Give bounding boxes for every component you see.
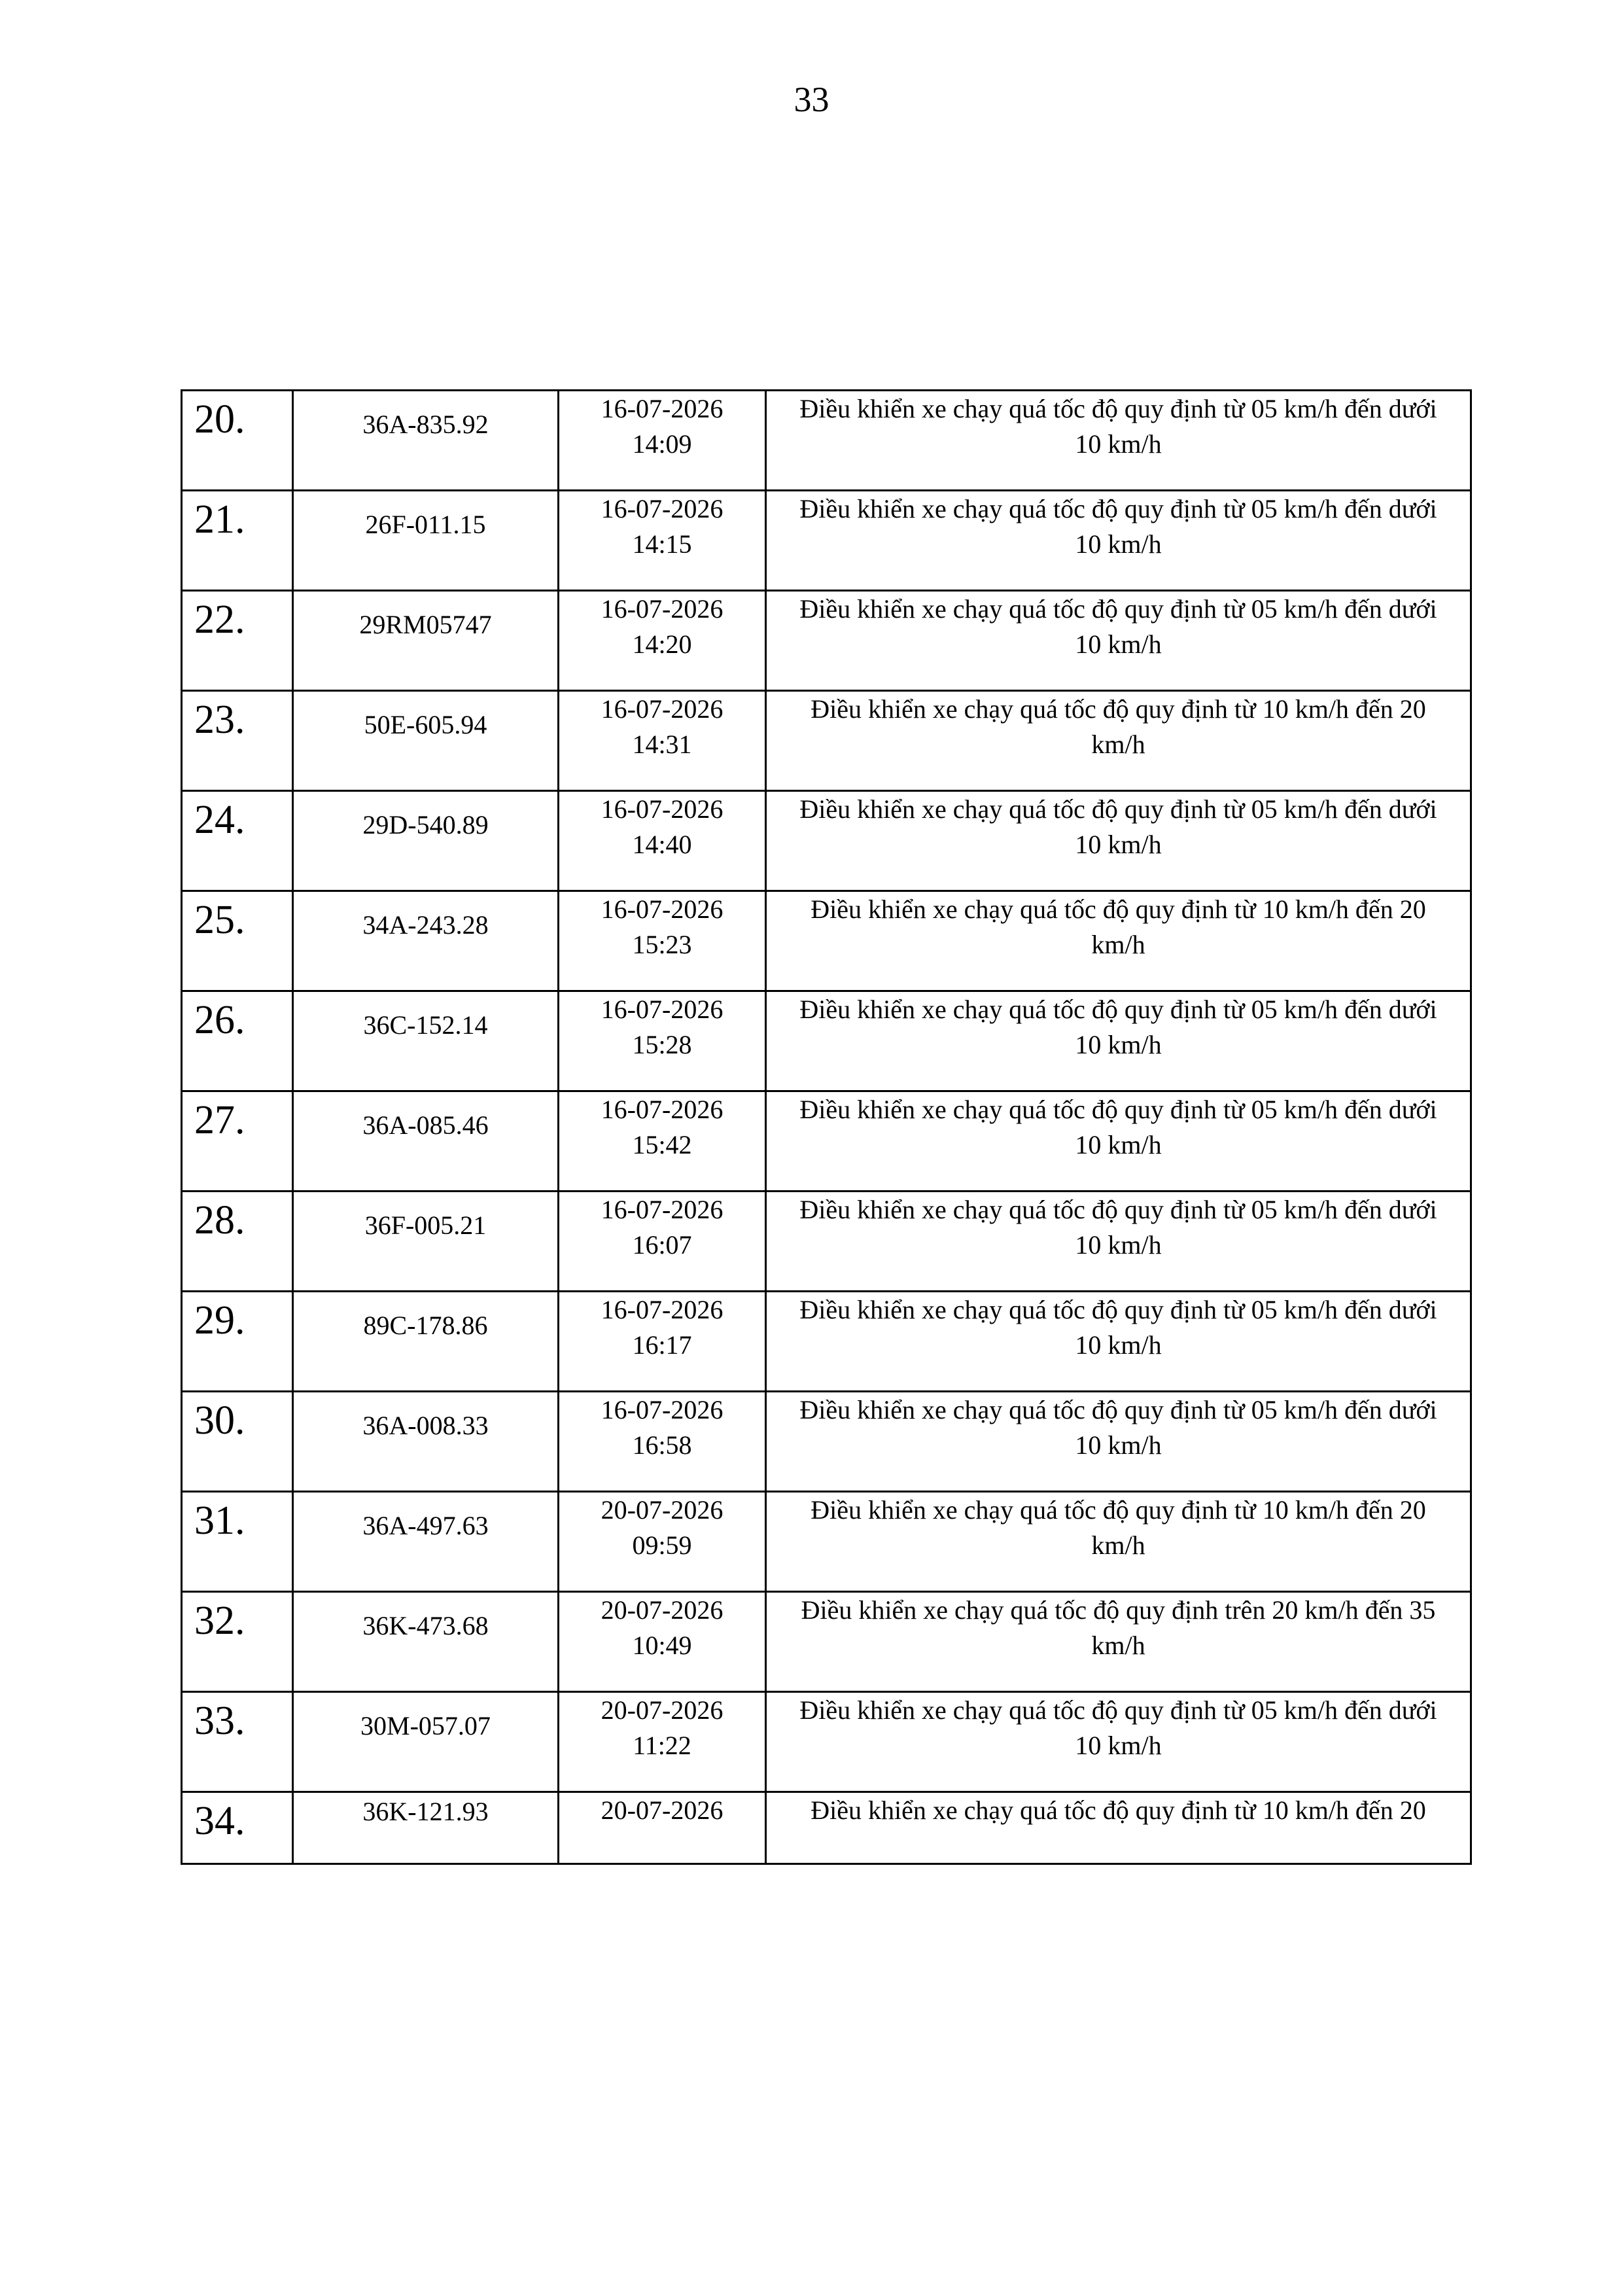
violation-description-line: Điều khiển xe chạy quá tốc độ quy định từ 05 km/h đến dưới	[799, 394, 1437, 423]
violation-time: 15:42	[632, 1130, 692, 1159]
violation-description-line: Điều khiển xe chạy quá tốc độ quy định từ 05 km/h đến dưới	[799, 995, 1437, 1024]
row-number-cell	[182, 991, 293, 1091]
row-number: 22.	[194, 597, 245, 642]
datetime-cell	[559, 591, 766, 691]
violation-description-line: 10 km/h	[1075, 830, 1162, 859]
violation-date: 20-07-2026	[601, 1795, 724, 1825]
violation-description-line: Điều khiển xe chạy quá tốc độ quy định từ 05 km/h đến dưới	[799, 1695, 1437, 1725]
description-cell	[766, 1692, 1471, 1792]
table-row	[182, 1292, 1471, 1392]
description-cell	[766, 1292, 1471, 1392]
datetime-cell	[559, 391, 766, 491]
violation-date: 20-07-2026	[601, 1495, 724, 1525]
table-row	[182, 1492, 1471, 1592]
violation-description-line: 10 km/h	[1075, 429, 1162, 459]
datetime-cell	[559, 1492, 766, 1592]
license-plate: 36F-005.21	[364, 1210, 487, 1240]
description-cell	[766, 691, 1471, 791]
datetime-cell	[559, 1292, 766, 1392]
violation-description-line: 10 km/h	[1075, 1030, 1162, 1059]
violation-date: 16-07-2026	[601, 694, 724, 724]
violation-description-line: Điều khiển xe chạy quá tốc độ quy định từ 10 km/h đến 20	[811, 1795, 1426, 1825]
plate-cell	[293, 1492, 559, 1592]
table-row	[182, 491, 1471, 591]
violation-description-line: Điều khiển xe chạy quá tốc độ quy định từ 10 km/h đến 20	[811, 1495, 1426, 1525]
row-number-cell	[182, 1492, 293, 1592]
violation-date: 16-07-2026	[601, 494, 724, 523]
violation-description-line: km/h	[1091, 1631, 1145, 1660]
row-number-cell	[182, 1192, 293, 1292]
row-number: 23.	[194, 698, 245, 742]
plate-cell	[293, 691, 559, 791]
datetime-cell	[559, 1192, 766, 1292]
violation-description-line: 10 km/h	[1075, 629, 1162, 659]
table-row	[182, 591, 1471, 691]
description-cell	[766, 1792, 1471, 1864]
plate-cell	[293, 391, 559, 491]
violation-description-line: Điều khiển xe chạy quá tốc độ quy định từ 05 km/h đến dưới	[799, 494, 1437, 523]
row-number: 31.	[194, 1498, 245, 1543]
table-row	[182, 1392, 1471, 1492]
violation-description-line: Điều khiển xe chạy quá tốc độ quy định từ 05 km/h đến dưới	[799, 1095, 1437, 1124]
violation-description-line: Điều khiển xe chạy quá tốc độ quy định từ 10 km/h đến 20	[811, 694, 1426, 724]
table-row	[182, 791, 1471, 891]
row-number-cell	[182, 691, 293, 791]
datetime-cell	[559, 691, 766, 791]
violation-description-line: 10 km/h	[1075, 1731, 1162, 1760]
table-row	[182, 391, 1471, 491]
row-number: 24.	[194, 798, 245, 842]
violation-date: 20-07-2026	[601, 1695, 724, 1725]
license-plate: 36C-152.14	[363, 1010, 488, 1040]
license-plate: 36K-121.93	[362, 1797, 489, 1826]
row-number: 21.	[194, 497, 245, 542]
datetime-cell	[559, 1792, 766, 1864]
license-plate: 50E-605.94	[364, 710, 487, 739]
row-number-cell	[182, 1592, 293, 1692]
violation-time: 15:23	[632, 930, 692, 959]
row-number: 34.	[194, 1799, 245, 1843]
description-cell	[766, 591, 1471, 691]
plate-cell	[293, 591, 559, 691]
datetime-cell	[559, 1592, 766, 1692]
violation-date: 16-07-2026	[601, 894, 724, 924]
table-row	[182, 691, 1471, 791]
violation-time: 14:20	[632, 629, 692, 659]
violation-date: 16-07-2026	[601, 1195, 724, 1224]
row-number-cell	[182, 591, 293, 691]
violation-description-line: Điều khiển xe chạy quá tốc độ quy định từ 05 km/h đến dưới	[799, 1195, 1437, 1224]
datetime-cell	[559, 991, 766, 1091]
violation-date: 16-07-2026	[601, 1395, 724, 1424]
violation-description-line: 10 km/h	[1075, 1230, 1162, 1260]
violation-time: 14:31	[632, 730, 692, 759]
datetime-cell	[559, 891, 766, 991]
violation-date: 16-07-2026	[601, 1095, 724, 1124]
row-number-cell	[182, 891, 293, 991]
violations-table-body	[182, 391, 1471, 1864]
violation-time: 14:40	[632, 830, 692, 859]
violation-date: 16-07-2026	[601, 394, 724, 423]
plate-cell	[293, 1592, 559, 1692]
violation-date: 16-07-2026	[601, 995, 724, 1024]
description-cell	[766, 1492, 1471, 1592]
license-plate: 36A-008.33	[362, 1411, 489, 1440]
table-row	[182, 991, 1471, 1091]
row-number: 30.	[194, 1398, 245, 1443]
violation-date: 16-07-2026	[601, 594, 724, 624]
license-plate: 29RM05747	[359, 610, 492, 639]
license-plate: 26F-011.15	[365, 510, 486, 539]
license-plate: 30M-057.07	[360, 1711, 491, 1740]
row-number-cell	[182, 491, 293, 591]
description-cell	[766, 1592, 1471, 1692]
violation-time: 14:09	[632, 429, 692, 459]
row-number: 26.	[194, 998, 245, 1042]
description-cell	[766, 391, 1471, 491]
page-number: 33	[794, 80, 829, 119]
plate-cell	[293, 1792, 559, 1864]
violation-date: 16-07-2026	[601, 794, 724, 824]
plate-cell	[293, 891, 559, 991]
violation-time: 14:15	[632, 529, 692, 559]
table-row	[182, 1592, 1471, 1692]
violation-description-line: Điều khiển xe chạy quá tốc độ quy định trên 20 km/h đến 35	[801, 1595, 1436, 1625]
description-cell	[766, 1392, 1471, 1492]
description-cell	[766, 891, 1471, 991]
plate-cell	[293, 1192, 559, 1292]
violation-time: 11:22	[633, 1731, 691, 1760]
row-number: 27.	[194, 1098, 245, 1142]
violation-time: 16:58	[632, 1430, 692, 1460]
violation-description-line: 10 km/h	[1075, 1430, 1162, 1460]
row-number-cell	[182, 1792, 293, 1864]
table-row	[182, 1692, 1471, 1792]
datetime-cell	[559, 1091, 766, 1192]
datetime-cell	[559, 791, 766, 891]
row-number: 29.	[194, 1298, 245, 1343]
violation-time: 15:28	[632, 1030, 692, 1059]
violation-time: 09:59	[632, 1530, 692, 1560]
license-plate: 29D-540.89	[362, 810, 489, 839]
datetime-cell	[559, 1692, 766, 1792]
plate-cell	[293, 791, 559, 891]
plate-cell	[293, 1091, 559, 1192]
row-number-cell	[182, 1692, 293, 1792]
violation-time: 16:17	[632, 1330, 692, 1360]
row-number: 33.	[194, 1699, 245, 1743]
description-cell	[766, 991, 1471, 1091]
plate-cell	[293, 1692, 559, 1792]
license-plate: 89C-178.86	[363, 1311, 488, 1340]
violation-description-line: Điều khiển xe chạy quá tốc độ quy định từ 05 km/h đến dưới	[799, 794, 1437, 824]
row-number-cell	[182, 1091, 293, 1192]
row-number-cell	[182, 791, 293, 891]
table-row	[182, 1792, 1471, 1864]
violation-description-line: 10 km/h	[1075, 1130, 1162, 1159]
violation-description-line: Điều khiển xe chạy quá tốc độ quy định từ 10 km/h đến 20	[811, 894, 1426, 924]
table-row	[182, 1192, 1471, 1292]
violations-table	[181, 389, 1472, 1865]
license-plate: 34A-243.28	[362, 910, 489, 940]
description-cell	[766, 1192, 1471, 1292]
row-number: 25.	[194, 898, 245, 942]
table-row	[182, 1091, 1471, 1192]
row-number-cell	[182, 1292, 293, 1392]
table-row	[182, 891, 1471, 991]
plate-cell	[293, 491, 559, 591]
license-plate: 36A-085.46	[362, 1110, 489, 1140]
row-number-cell	[182, 1392, 293, 1492]
row-number: 28.	[194, 1198, 245, 1243]
row-number: 20.	[194, 397, 245, 442]
description-cell	[766, 491, 1471, 591]
violation-description-line: km/h	[1091, 930, 1145, 959]
datetime-cell	[559, 491, 766, 591]
violation-date: 20-07-2026	[601, 1595, 724, 1625]
plate-cell	[293, 1292, 559, 1392]
violation-description-line: km/h	[1091, 1530, 1145, 1560]
violation-description-line: Điều khiển xe chạy quá tốc độ quy định từ 05 km/h đến dưới	[799, 1295, 1437, 1324]
violation-date: 16-07-2026	[601, 1295, 724, 1324]
plate-cell	[293, 1392, 559, 1492]
description-cell	[766, 1091, 1471, 1192]
violation-description-line: 10 km/h	[1075, 529, 1162, 559]
violation-time: 10:49	[632, 1631, 692, 1660]
row-number-cell	[182, 391, 293, 491]
description-cell	[766, 791, 1471, 891]
datetime-cell	[559, 1392, 766, 1492]
violation-time: 16:07	[632, 1230, 692, 1260]
violation-description-line: Điều khiển xe chạy quá tốc độ quy định từ 05 km/h đến dưới	[799, 594, 1437, 624]
violation-description-line: km/h	[1091, 730, 1145, 759]
plate-cell	[293, 991, 559, 1091]
license-plate: 36K-473.68	[362, 1611, 489, 1640]
license-plate: 36A-835.92	[362, 410, 489, 439]
violation-description-line: 10 km/h	[1075, 1330, 1162, 1360]
violation-description-line: Điều khiển xe chạy quá tốc độ quy định từ 05 km/h đến dưới	[799, 1395, 1437, 1424]
license-plate: 36A-497.63	[362, 1511, 489, 1540]
row-number: 32.	[194, 1598, 245, 1643]
